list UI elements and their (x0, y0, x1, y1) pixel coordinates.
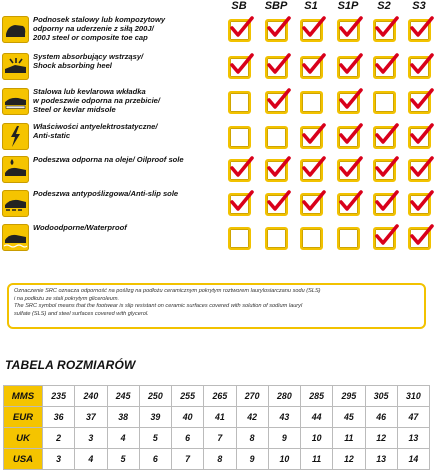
feature-label (33, 155, 221, 164)
check-icon (338, 88, 362, 112)
checkmark-cell (408, 227, 431, 250)
size-cell: 6 (172, 428, 204, 449)
feature-label-line: 200J steel or composite toe cap (33, 33, 148, 43)
size-cell: 305 (365, 386, 397, 407)
empty-checkbox-cell (265, 126, 288, 149)
feature-label (33, 15, 221, 43)
size-cell: 5 (107, 449, 139, 470)
src-note-line: sulfate (SLS) and steel surfaces covered with glycerol. (14, 310, 149, 317)
size-cell: 310 (397, 386, 429, 407)
checkmark-cell (337, 126, 360, 149)
check-icon (409, 224, 433, 248)
checkmark-cell (300, 126, 323, 149)
check-icon (338, 16, 362, 40)
check-icon (338, 190, 362, 214)
checkmark-cell (408, 56, 431, 79)
feature-row (0, 222, 435, 256)
feature-row (0, 51, 435, 85)
oilproof-sole-icon (2, 156, 29, 183)
size-cell: 40 (172, 407, 204, 428)
size-cell: 41 (204, 407, 236, 428)
size-row-label: EUR (4, 407, 43, 428)
size-cell: 240 (75, 386, 107, 407)
checkmark-cell (265, 193, 288, 216)
feature-label (33, 52, 221, 70)
size-table-row (4, 428, 430, 449)
checkmark-cell (228, 193, 251, 216)
empty-checkbox-cell (228, 91, 251, 114)
check-icon (301, 156, 325, 180)
checkmark-cell (408, 126, 431, 149)
feature-row (0, 188, 435, 222)
feature-label-line: Anti-static (33, 131, 71, 141)
checkmark-cell (337, 193, 360, 216)
size-cell: 3 (43, 449, 75, 470)
check-icon (229, 53, 253, 77)
feature-label-line: Podeszwa antypoślizgowa/Anti-slip sole (33, 189, 179, 198)
size-cell: 12 (365, 428, 397, 449)
check-icon (409, 16, 433, 40)
feature-label (33, 223, 221, 232)
size-table-title: TABELA ROZMIARÓW (5, 358, 136, 372)
size-cell: 45 (333, 407, 365, 428)
shock-absorbing-heel-icon (2, 53, 29, 80)
empty-checkbox-cell (228, 126, 251, 149)
size-cell: 285 (301, 386, 333, 407)
checkmark-cell (408, 19, 431, 42)
feature-label-line: odporny na uderzenie z siłą 200J/ (33, 24, 154, 34)
size-cell: 7 (172, 449, 204, 470)
check-icon (301, 53, 325, 77)
size-cell: 255 (172, 386, 204, 407)
checkmark-cell (408, 193, 431, 216)
size-table (3, 385, 430, 470)
column-header-row (0, 0, 435, 14)
size-cell: 39 (139, 407, 171, 428)
size-cell: 9 (268, 428, 300, 449)
size-cell: 46 (365, 407, 397, 428)
check-icon (374, 16, 398, 40)
check-icon (266, 88, 290, 112)
check-icon (409, 190, 433, 214)
size-cell: 280 (268, 386, 300, 407)
checkmark-cell (408, 159, 431, 182)
empty-checkbox-cell (300, 91, 323, 114)
feature-row (0, 86, 435, 120)
checkmark-cell (337, 159, 360, 182)
size-cell: 42 (236, 407, 268, 428)
size-cell: 37 (75, 407, 107, 428)
size-cell: 5 (139, 428, 171, 449)
size-cell: 4 (107, 428, 139, 449)
size-cell: 13 (365, 449, 397, 470)
checkmark-cell (265, 56, 288, 79)
checkmark-cell (300, 19, 323, 42)
size-cell: 36 (43, 407, 75, 428)
size-cell: 7 (204, 428, 236, 449)
check-icon (374, 123, 398, 147)
col-head-s1p: S1P (337, 0, 359, 12)
check-icon (301, 190, 325, 214)
feature-label-line: Stalowa lub kevlarowa wkładka (33, 87, 146, 96)
col-head-sbp: SBP (264, 0, 288, 12)
check-icon (266, 190, 290, 214)
check-icon (409, 156, 433, 180)
size-cell: 2 (43, 428, 75, 449)
size-cell: 47 (397, 407, 429, 428)
feature-row (0, 154, 435, 188)
check-icon (374, 156, 398, 180)
feature-label (33, 122, 221, 140)
size-cell: 8 (204, 449, 236, 470)
size-cell: 44 (301, 407, 333, 428)
check-icon (409, 123, 433, 147)
checkmark-cell (373, 193, 396, 216)
size-cell: 6 (139, 449, 171, 470)
feature-row (0, 121, 435, 155)
checkmark-cell (300, 193, 323, 216)
empty-checkbox-cell (300, 227, 323, 250)
size-cell: 11 (301, 449, 333, 470)
size-cell: 270 (236, 386, 268, 407)
empty-checkbox-cell (337, 227, 360, 250)
size-cell: 12 (333, 449, 365, 470)
checkmark-cell (228, 56, 251, 79)
feature-label (33, 87, 221, 115)
empty-checkbox-cell (228, 227, 251, 250)
check-icon (229, 156, 253, 180)
size-cell: 4 (75, 449, 107, 470)
size-cell: 38 (107, 407, 139, 428)
checkmark-cell (228, 159, 251, 182)
src-note-line: i na podłożu ze stali pokrytym gliceroleum. (14, 295, 120, 302)
checkmark-cell (265, 159, 288, 182)
size-table-row (4, 449, 430, 470)
feature-label-line: Podnosek stalowy lub kompozytowy (33, 15, 166, 24)
size-cell: 295 (333, 386, 365, 407)
check-icon (266, 16, 290, 40)
feature-label-line: w podeszwie odporna na przebicie/ (33, 96, 161, 106)
check-icon (338, 156, 362, 180)
feature-label-line: Wodoodporne/Waterproof (33, 223, 127, 232)
col-head-s1: S1 (304, 0, 318, 12)
checkmark-cell (373, 126, 396, 149)
size-table-row (4, 407, 430, 428)
check-icon (338, 123, 362, 147)
feature-label-line: System absorbujący wstrząsy/ (33, 52, 144, 61)
check-icon (374, 224, 398, 248)
feature-label (33, 189, 221, 198)
waterproof-icon (2, 224, 29, 251)
checkmark-cell (265, 19, 288, 42)
feature-label-line: Właściwości antyelektrostatyczne/ (33, 122, 158, 131)
size-table-row (4, 386, 430, 407)
check-icon (409, 88, 433, 112)
steel-toe-cap-icon (2, 16, 29, 43)
check-icon (374, 190, 398, 214)
checkmark-cell (337, 56, 360, 79)
check-icon (266, 53, 290, 77)
checkmark-cell (373, 56, 396, 79)
kevlar-midsole-icon (2, 88, 29, 115)
size-cell: 10 (268, 449, 300, 470)
size-row-label: MMS (4, 386, 43, 407)
feature-row (0, 14, 435, 48)
check-icon (301, 16, 325, 40)
anti-slip-sole-icon (2, 190, 29, 217)
col-head-s2: S2 (377, 0, 391, 12)
feature-label-line: Podeszwa odporna na oleje/ Oilproof sole (33, 155, 184, 164)
checkmark-cell (373, 227, 396, 250)
col-head-s3: S3 (412, 0, 426, 12)
check-icon (409, 53, 433, 77)
col-head-sb: SB (231, 0, 247, 12)
size-row-label: UK (4, 428, 43, 449)
anti-static-icon (2, 123, 29, 150)
size-cell: 10 (301, 428, 333, 449)
src-note-line: The SRC symbol means that the footwear is slip resistant on ceramic surfaces covered with solution of sodium lauryl (14, 303, 303, 310)
size-cell: 245 (107, 386, 139, 407)
checkmark-cell (408, 91, 431, 114)
src-note-line: Oznaczenie SRC oznacza odporność na poślizg na podłożu ceramicznym pokrytym roztworem laurylosiarczanu sodu (SLS) (14, 288, 321, 294)
size-cell: 43 (268, 407, 300, 428)
size-cell: 235 (43, 386, 75, 407)
empty-checkbox-cell (265, 227, 288, 250)
checkmark-cell (300, 56, 323, 79)
size-cell: 11 (333, 428, 365, 449)
feature-label-line: Shock absorbing heel (33, 61, 112, 71)
check-icon (374, 53, 398, 77)
size-cell: 3 (75, 428, 107, 449)
checkmark-cell (373, 19, 396, 42)
src-note-box (7, 283, 426, 329)
checkmark-cell (337, 91, 360, 114)
empty-checkbox-cell (373, 91, 396, 114)
size-cell: 14 (397, 449, 429, 470)
size-cell: 13 (397, 428, 429, 449)
check-icon (229, 190, 253, 214)
checkmark-cell (228, 19, 251, 42)
size-cell: 9 (236, 449, 268, 470)
check-icon (301, 123, 325, 147)
check-icon (229, 16, 253, 40)
check-icon (338, 53, 362, 77)
check-icon (266, 156, 290, 180)
checkmark-cell (337, 19, 360, 42)
checkmark-cell (265, 91, 288, 114)
feature-label-line: Steel or kevlar midsole (33, 105, 116, 115)
checkmark-cell (300, 159, 323, 182)
size-row-label: USA (4, 449, 43, 470)
checkmark-cell (373, 159, 396, 182)
size-cell: 250 (139, 386, 171, 407)
size-cell: 8 (236, 428, 268, 449)
size-cell: 265 (204, 386, 236, 407)
